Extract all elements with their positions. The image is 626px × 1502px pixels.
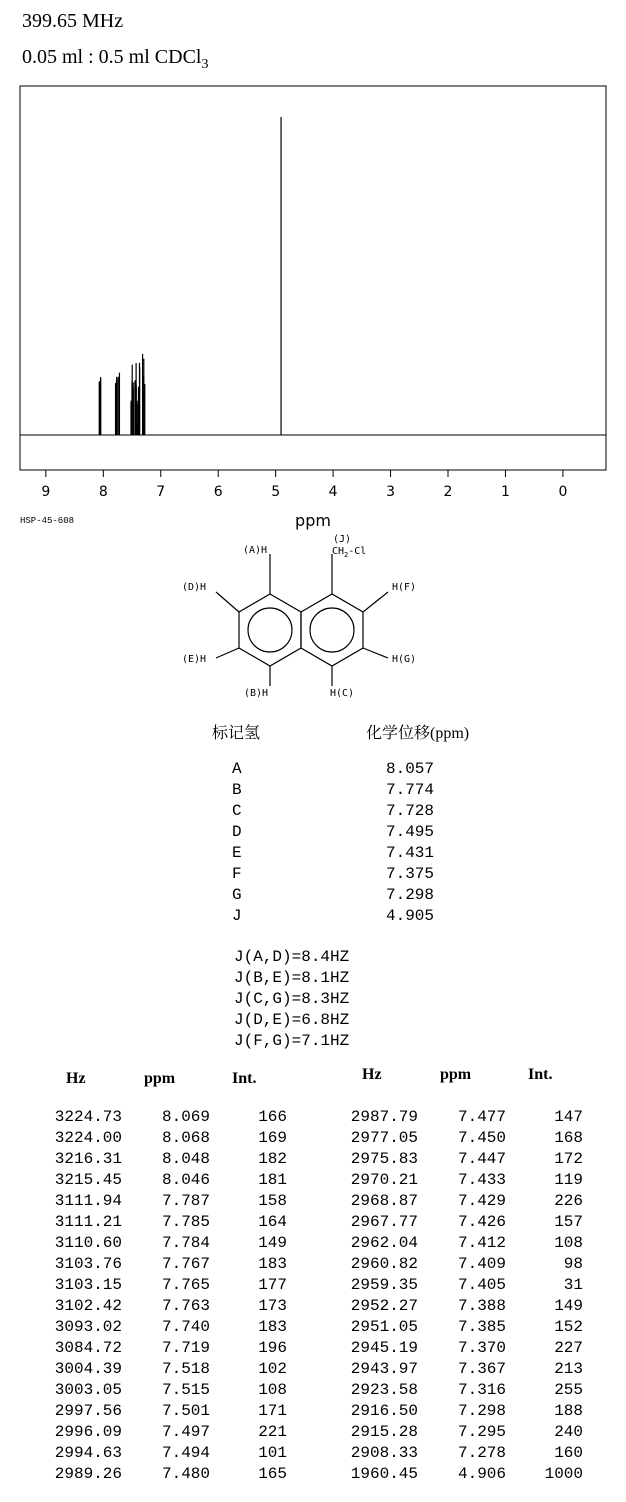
- peak-hz: 3111.21: [54, 1213, 122, 1231]
- peak-ppm: 7.477: [457, 1108, 506, 1126]
- assignment-label: A: [232, 760, 242, 778]
- coupling-constant: J(F,G)=7.1HZ: [234, 1032, 350, 1050]
- peak-hz: 3224.73: [54, 1108, 122, 1126]
- peak-int: 147: [554, 1108, 583, 1126]
- label-g-h: H(G): [392, 654, 417, 665]
- assignment-shift: 7.431: [386, 844, 435, 862]
- peak-hz: 3103.15: [54, 1276, 122, 1294]
- peak-hz: 3216.31: [54, 1150, 122, 1168]
- tick-label: 2: [443, 484, 453, 500]
- label-f-h: H(F): [392, 582, 417, 593]
- peak-int: 98: [563, 1255, 583, 1273]
- peak-hz: 2975.83: [350, 1150, 418, 1168]
- peak-int: 108: [258, 1381, 287, 1399]
- label-b-h: (B)H: [244, 688, 269, 699]
- assignment-label: D: [232, 823, 242, 841]
- peak-ppm: 7.785: [161, 1213, 210, 1231]
- spectrometer-frequency: 399.65 MHz: [22, 10, 124, 32]
- assignment-label: G: [232, 886, 242, 904]
- peak-hz: 3003.05: [54, 1381, 122, 1399]
- molecule-structure: [170, 530, 460, 702]
- coupling-constant: J(D,E)=6.8HZ: [234, 1011, 350, 1029]
- peak-hz: 2997.56: [54, 1402, 122, 1420]
- peak-ppm: 4.906: [457, 1465, 506, 1483]
- peak-int: 149: [258, 1234, 287, 1252]
- assignment-label: J: [232, 907, 242, 925]
- label-e-h: (E)H: [182, 654, 207, 665]
- peak-ppm: 7.787: [161, 1192, 210, 1210]
- label-j: (J): [333, 534, 352, 545]
- label-c-h: H(C): [330, 688, 355, 699]
- peak-int: 171: [258, 1402, 287, 1420]
- peak-ppm: 7.370: [457, 1339, 506, 1357]
- peak-ppm: 7.450: [457, 1129, 506, 1147]
- peak-ppm: 7.405: [457, 1276, 506, 1294]
- peak-hz: 2977.05: [350, 1129, 418, 1147]
- peak-int: 152: [554, 1318, 583, 1336]
- assignment-shift: 4.905: [386, 907, 435, 925]
- peak-ppm: 7.497: [161, 1423, 210, 1441]
- sample-subscript: 3: [201, 57, 209, 72]
- peak-int: 183: [258, 1255, 287, 1273]
- peak-hz: 3224.00: [54, 1129, 122, 1147]
- peak-hz: 3004.39: [54, 1360, 122, 1378]
- peak-ppm: 7.429: [457, 1192, 506, 1210]
- peak-int: 149: [554, 1297, 583, 1315]
- peak-ppm: 8.069: [161, 1108, 210, 1126]
- peak-hz: 2943.97: [350, 1360, 418, 1378]
- assignment-shift: 7.774: [386, 781, 435, 799]
- assignment-shift: 7.495: [386, 823, 435, 841]
- assignment-label: F: [232, 865, 242, 883]
- peak-hz: 2989.26: [54, 1465, 122, 1483]
- peak-group: [99, 117, 281, 435]
- tick-label: 6: [213, 484, 223, 500]
- peak-hz: 3215.45: [54, 1171, 122, 1189]
- peak-ppm: 7.409: [457, 1255, 506, 1273]
- peak-ppm: 8.048: [161, 1150, 210, 1168]
- peak-ppm: 7.298: [457, 1402, 506, 1420]
- tick-label: 5: [271, 484, 281, 500]
- label-d-h: (D)H: [182, 582, 207, 593]
- peak-hz: 2951.05: [350, 1318, 418, 1336]
- peak-int: 173: [258, 1297, 287, 1315]
- peak-ppm: 7.433: [457, 1171, 506, 1189]
- peak-ppm: 7.784: [161, 1234, 210, 1252]
- peak-ppm: 7.765: [161, 1276, 210, 1294]
- peak-int: 213: [554, 1360, 583, 1378]
- peak-ppm: 8.046: [161, 1171, 210, 1189]
- peak-hz: 2968.87: [350, 1192, 418, 1210]
- peak-int: 240: [554, 1423, 583, 1441]
- table-right-header-hz: Hz: [362, 1066, 382, 1083]
- assignment-shift: 8.057: [386, 760, 435, 778]
- peak-ppm: 7.480: [161, 1465, 210, 1483]
- peak-ppm: 7.767: [161, 1255, 210, 1273]
- peak-int: 1000: [544, 1465, 583, 1483]
- sample-main: 0.05 ml : 0.5 ml CDCl: [22, 46, 202, 68]
- peak-ppm: 7.501: [161, 1402, 210, 1420]
- tick-label: 4: [328, 484, 338, 500]
- peak-int: 166: [258, 1108, 287, 1126]
- peak-hz: 3103.76: [54, 1255, 122, 1273]
- peak-int: 102: [258, 1360, 287, 1378]
- peak-int: 31: [563, 1276, 583, 1294]
- peak-int: 108: [554, 1234, 583, 1252]
- peak-int: 158: [258, 1192, 287, 1210]
- peak-int: 172: [554, 1150, 583, 1168]
- peak-int: 160: [554, 1444, 583, 1462]
- peak-ppm: 7.518: [161, 1360, 210, 1378]
- peak-hz: 2967.77: [350, 1213, 418, 1231]
- peak-hz: 2959.35: [350, 1276, 418, 1294]
- peak-ppm: 7.494: [161, 1444, 210, 1462]
- peak-hz: 2908.33: [350, 1444, 418, 1462]
- tick-label: 0: [558, 484, 568, 500]
- peak-ppm: 7.719: [161, 1339, 210, 1357]
- peak-ppm: 7.367: [457, 1360, 506, 1378]
- peak-ppm: 7.388: [457, 1297, 506, 1315]
- tick-label: 9: [41, 484, 51, 500]
- peak-hz: 2916.50: [350, 1402, 418, 1420]
- assignment-shift: 7.728: [386, 802, 435, 820]
- label-ch2: $CH_2-Cl$: [332, 546, 367, 559]
- tick-label: 8: [98, 484, 108, 500]
- peak-hz: 3111.94: [54, 1192, 122, 1210]
- x-axis-ticks: [41, 470, 567, 500]
- source-id: HSP-45-608: [20, 516, 75, 526]
- peak-int: 182: [258, 1150, 287, 1168]
- peak-hz: 3084.72: [54, 1339, 122, 1357]
- peak-hz: 2960.82: [350, 1255, 418, 1273]
- peak-hz: 2994.63: [54, 1444, 122, 1462]
- peak-int: 221: [258, 1423, 287, 1441]
- assignment-header-label: 标记氢: [212, 725, 261, 742]
- peak-int: 168: [554, 1129, 583, 1147]
- peak-ppm: 7.426: [457, 1213, 506, 1231]
- assignment-label: E: [232, 844, 242, 862]
- table-left-header-ppm: ppm: [144, 1070, 176, 1087]
- peak-hz: 2970.21: [350, 1171, 418, 1189]
- coupling-constant: J(B,E)=8.1HZ: [234, 969, 350, 987]
- peak-ppm: 7.278: [457, 1444, 506, 1462]
- label-a-h: (A)H: [243, 545, 268, 556]
- table-right-header-ppm: ppm: [440, 1066, 472, 1083]
- peak-int: 181: [258, 1171, 287, 1189]
- peak-int: 164: [258, 1213, 287, 1231]
- peak-hz: 3110.60: [54, 1234, 122, 1252]
- peak-hz: 2945.19: [350, 1339, 418, 1357]
- peak-hz: 2987.79: [350, 1108, 418, 1126]
- table-left-header-hz: Hz: [66, 1070, 86, 1087]
- peak-int: 227: [554, 1339, 583, 1357]
- peak-hz: 2915.28: [350, 1423, 418, 1441]
- peak-int: 177: [258, 1276, 287, 1294]
- coupling-constant: J(C,G)=8.3HZ: [234, 990, 350, 1008]
- assignment-label: B: [232, 781, 242, 799]
- peak-ppm: 7.740: [161, 1318, 210, 1336]
- assignment-shift: 7.298: [386, 886, 435, 904]
- peak-int: 165: [258, 1465, 287, 1483]
- peak-int: 196: [258, 1339, 287, 1357]
- peak-int: 255: [554, 1381, 583, 1399]
- peak-ppm: 7.295: [457, 1423, 506, 1441]
- peak-ppm: 7.515: [161, 1381, 210, 1399]
- peak-hz: 2962.04: [350, 1234, 418, 1252]
- assignment-header-shift: 化学位移(ppm): [366, 725, 470, 742]
- nmr-spectrum-chart: [0, 80, 626, 530]
- peak-hz: 3102.42: [54, 1297, 122, 1315]
- tick-label: 3: [386, 484, 396, 500]
- assignment-label: C: [232, 802, 242, 820]
- x-axis-label: ppm: [295, 511, 331, 530]
- peak-ppm: 7.447: [457, 1150, 506, 1168]
- plot-frame: [20, 86, 606, 470]
- left-ring-aromatic: [248, 608, 292, 652]
- peak-hz: 3093.02: [54, 1318, 122, 1336]
- tick-label: 7: [156, 484, 166, 500]
- table-right-header-int: Int.: [528, 1066, 553, 1083]
- peak-ppm: 7.763: [161, 1297, 210, 1315]
- peak-ppm: 7.316: [457, 1381, 506, 1399]
- peak-int: 183: [258, 1318, 287, 1336]
- peak-int: 119: [554, 1171, 583, 1189]
- peak-ppm: 8.068: [161, 1129, 210, 1147]
- sample-description: [22, 46, 208, 73]
- peak-hz: 2996.09: [54, 1423, 122, 1441]
- peak-hz: 1960.45: [350, 1465, 418, 1483]
- right-ring-aromatic: [310, 608, 354, 652]
- peak-int: 188: [554, 1402, 583, 1420]
- tick-label: 1: [500, 484, 510, 500]
- peak-int: 169: [258, 1129, 287, 1147]
- peak-hz: 2952.27: [350, 1297, 418, 1315]
- peak-ppm: 7.412: [457, 1234, 506, 1252]
- peak-int: 101: [258, 1444, 287, 1462]
- peak-int: 226: [554, 1192, 583, 1210]
- table-left-header-int: Int.: [232, 1070, 257, 1087]
- peak-hz: 2923.58: [350, 1381, 418, 1399]
- peak-ppm: 7.385: [457, 1318, 506, 1336]
- coupling-constant: J(A,D)=8.4HZ: [234, 948, 350, 966]
- assignment-shift: 7.375: [386, 865, 435, 883]
- peak-int: 157: [554, 1213, 583, 1231]
